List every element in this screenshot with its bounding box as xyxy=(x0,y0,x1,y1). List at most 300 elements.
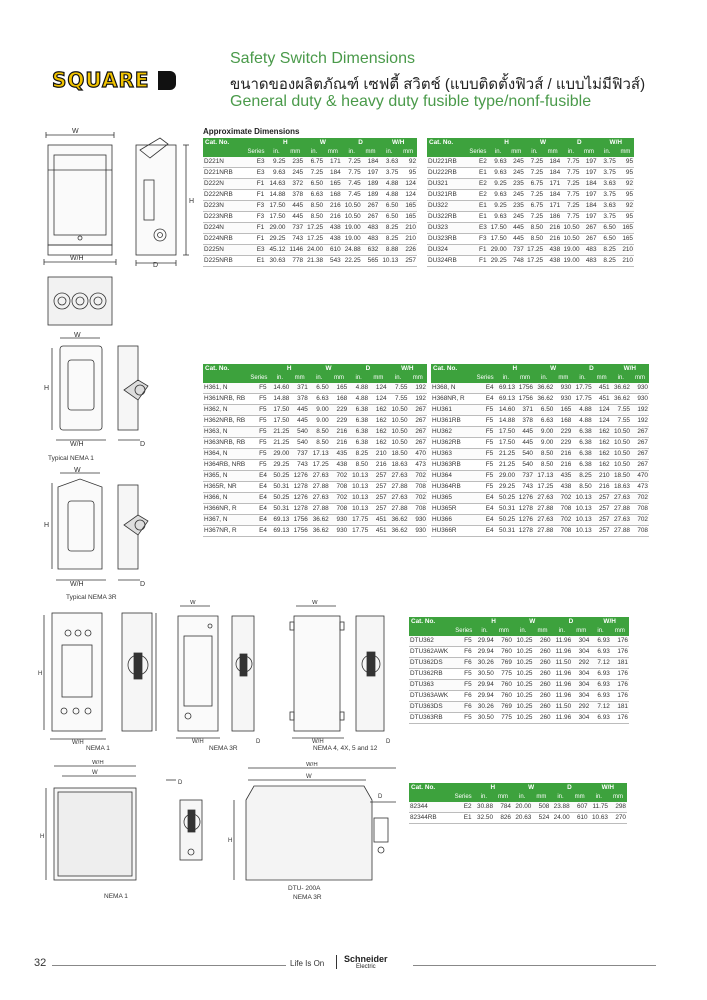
cell-value: 473 xyxy=(409,460,428,471)
table-row xyxy=(427,223,634,234)
cell-value: 10.50 xyxy=(388,405,409,416)
cell-value: 29.25 xyxy=(496,482,516,493)
cell-value: 235 xyxy=(286,157,304,168)
cell-series: F5 xyxy=(257,449,269,460)
table-row xyxy=(203,223,417,234)
cell-value: 445 xyxy=(290,405,308,416)
cell-value: 8.50 xyxy=(534,449,554,460)
cell-value: 11.50 xyxy=(552,702,573,713)
caption-nema4: NEMA 4, 4X, 5 and 12 xyxy=(313,745,378,752)
header-cat-no: Cat. No. xyxy=(409,783,474,793)
cell-value: 11.96 xyxy=(552,680,573,691)
cell-value: 270 xyxy=(609,813,627,824)
cell-series: E3 xyxy=(477,223,488,234)
unit-in: in. xyxy=(561,148,580,157)
header-d: D xyxy=(561,138,597,148)
cell-value: 9.00 xyxy=(309,416,330,427)
cell-value: 27.88 xyxy=(534,504,554,515)
cell-value: 165 xyxy=(324,179,342,190)
cell-series: E1 xyxy=(477,201,488,212)
diagram-dtu-nema4 xyxy=(286,600,401,745)
table-header-row xyxy=(203,138,417,148)
cell-cat-no: H367, N xyxy=(203,515,257,526)
cell-value: 245 xyxy=(286,168,304,179)
cell-value: 708 xyxy=(330,482,348,493)
cell-value: 10.13 xyxy=(572,526,592,537)
cell-value: 8.50 xyxy=(309,427,330,438)
cell-value: 176 xyxy=(611,636,629,647)
cell-value: 7.55 xyxy=(388,383,409,394)
table-row xyxy=(431,504,649,515)
cell-value: 1276 xyxy=(290,471,308,482)
table-d2-series xyxy=(203,138,417,267)
cell-series: E1 xyxy=(255,256,267,267)
unit-mm: mm xyxy=(581,148,598,157)
cell-value: 7.55 xyxy=(611,416,631,427)
cell-value: 372 xyxy=(286,179,304,190)
cell-cat-no: HU364 xyxy=(431,471,484,482)
header-cat-no: Cat. No. xyxy=(427,138,488,148)
cell-value: 10.13 xyxy=(572,493,592,504)
cell-value: 210 xyxy=(617,256,634,267)
cell-series: F1 xyxy=(255,190,267,201)
cell-value: 30.50 xyxy=(474,713,495,724)
cell-series: E4 xyxy=(257,526,269,537)
caption-nema1: NEMA 1 xyxy=(86,745,110,752)
cell-value: 9.63 xyxy=(266,168,286,179)
cell-value: 760 xyxy=(495,691,513,702)
header-cat-no: Cat. No. xyxy=(431,364,496,374)
cell-cat-no: H362, N xyxy=(203,405,257,416)
cell-value: 260 xyxy=(533,669,551,680)
cell-value: 245 xyxy=(508,168,525,179)
cell-value: 14.88 xyxy=(269,394,290,405)
table-row xyxy=(409,713,629,724)
cell-value: 6.63 xyxy=(534,416,554,427)
cell-cat-no: DTU362 xyxy=(409,636,462,647)
table-row xyxy=(203,394,427,405)
cell-value: 304 xyxy=(572,691,590,702)
cell-value: 6.50 xyxy=(598,223,617,234)
cell-value: 607 xyxy=(571,802,589,813)
cell-series: F5 xyxy=(462,636,474,647)
table-row xyxy=(427,234,634,245)
cell-value: 17.25 xyxy=(304,234,324,245)
cell-value: 7.25 xyxy=(525,212,544,223)
table-row xyxy=(203,460,427,471)
cell-value: 7.75 xyxy=(561,190,580,201)
cell-value: 10.50 xyxy=(342,201,362,212)
cell-value: 216 xyxy=(544,234,561,245)
cell-value: 435 xyxy=(330,449,348,460)
unit-mm: mm xyxy=(495,627,513,636)
cell-value: 3.75 xyxy=(598,190,617,201)
cell-value: 8.25 xyxy=(348,449,369,460)
cell-value: 10.50 xyxy=(342,212,362,223)
cell-series: F5 xyxy=(484,427,496,438)
table-row xyxy=(409,658,629,669)
cell-value: 930 xyxy=(554,394,572,405)
footer-separator xyxy=(336,955,337,969)
table-row xyxy=(203,256,417,267)
cell-value: 186 xyxy=(544,212,561,223)
table-row xyxy=(203,427,427,438)
cell-value: 235 xyxy=(508,201,525,212)
cell-value: 197 xyxy=(581,157,598,168)
cell-value: 445 xyxy=(508,223,525,234)
cell-value: 30.26 xyxy=(474,702,495,713)
cell-value: 257 xyxy=(593,493,611,504)
cell-value: 7.55 xyxy=(611,405,631,416)
cell-value: 18.50 xyxy=(611,471,631,482)
svg-text:W/H: W/H xyxy=(306,762,318,768)
table-header-row xyxy=(431,364,649,374)
cell-value: 21.25 xyxy=(269,438,290,449)
cell-value: 176 xyxy=(611,680,629,691)
cell-value: 702 xyxy=(330,493,348,504)
header-d: D xyxy=(348,364,387,374)
cell-cat-no: DU324 xyxy=(427,245,477,256)
cell-value: 171 xyxy=(324,157,342,168)
cell-value: 50.31 xyxy=(496,504,516,515)
cell-value: 257 xyxy=(593,526,611,537)
cell-value: 30.63 xyxy=(266,256,286,267)
header-series: Series xyxy=(203,374,269,383)
cell-cat-no: D224N xyxy=(203,223,255,234)
cell-cat-no: HU364RB xyxy=(431,482,484,493)
cell-value: 438 xyxy=(324,234,342,245)
cell-series: F5 xyxy=(484,438,496,449)
cell-value: 257 xyxy=(369,493,387,504)
diagram-general-duty-switch xyxy=(40,125,200,330)
cell-value: 6.38 xyxy=(572,460,592,471)
cell-value: 19.00 xyxy=(342,234,362,245)
cell-value: 10.25 xyxy=(513,691,534,702)
cell-value: 371 xyxy=(290,383,308,394)
footer-tagline: Life Is On xyxy=(290,959,325,968)
cell-value: 6.50 xyxy=(379,201,399,212)
cell-value: 162 xyxy=(593,438,611,449)
table-row xyxy=(203,471,427,482)
cell-value: 6.93 xyxy=(590,636,611,647)
cell-value: 20.00 xyxy=(512,802,532,813)
page-title: Safety Switch Dimensions xyxy=(230,50,415,67)
svg-text:H: H xyxy=(44,522,50,529)
cell-value: 6.50 xyxy=(309,383,330,394)
cell-value: 826 xyxy=(494,813,512,824)
cell-cat-no: H362NRB, RB xyxy=(203,416,257,427)
cell-value: 29.94 xyxy=(474,647,495,658)
cell-value: 10.25 xyxy=(513,680,534,691)
cell-series: F3 xyxy=(255,212,267,223)
header-w: W xyxy=(513,617,552,627)
unit-mm: mm xyxy=(290,374,308,383)
cell-series: F1 xyxy=(477,256,488,267)
cell-value: 3.63 xyxy=(379,157,399,168)
cell-series: E2 xyxy=(477,190,488,201)
table-row xyxy=(203,526,427,537)
table-header-row xyxy=(409,783,627,793)
cell-value: 760 xyxy=(495,647,513,658)
cell-series: E4 xyxy=(257,482,269,493)
cell-value: 235 xyxy=(508,179,525,190)
cell-value: 632 xyxy=(362,245,380,256)
cell-value: 50.25 xyxy=(269,471,290,482)
cell-value: 216 xyxy=(544,223,561,234)
cell-value: 69.13 xyxy=(269,515,290,526)
unit-mm: mm xyxy=(571,793,589,802)
cell-value: 197 xyxy=(581,168,598,179)
cell-value: 10.13 xyxy=(572,515,592,526)
table-row xyxy=(203,515,427,526)
cell-value: 6.93 xyxy=(590,669,611,680)
cell-value: 930 xyxy=(409,515,428,526)
cell-value: 930 xyxy=(330,526,348,537)
cell-value: 171 xyxy=(544,201,561,212)
cell-value: 9.25 xyxy=(488,179,507,190)
cell-value: 124 xyxy=(369,383,387,394)
unit-mm: mm xyxy=(554,374,572,383)
cell-value: 124 xyxy=(399,190,417,201)
cell-series: F6 xyxy=(462,702,474,713)
cell-value: 8.25 xyxy=(598,256,617,267)
cell-cat-no: HU365 xyxy=(431,493,484,504)
cell-value: 7.75 xyxy=(561,168,580,179)
cell-value: 181 xyxy=(611,702,629,713)
table-row xyxy=(431,515,649,526)
cell-value: 7.12 xyxy=(590,658,611,669)
cell-cat-no: DTU363AWK xyxy=(409,691,462,702)
cell-value: 473 xyxy=(631,482,649,493)
cell-value: 23.88 xyxy=(550,802,570,813)
unit-in: in. xyxy=(598,148,617,157)
svg-text:D: D xyxy=(386,739,391,745)
cell-value: 95 xyxy=(617,168,634,179)
table-row xyxy=(431,394,649,405)
cell-value: 445 xyxy=(286,212,304,223)
cell-cat-no: DTU362DS xyxy=(409,658,462,669)
dim-wh: W/H xyxy=(70,255,84,262)
cell-value: 445 xyxy=(516,438,534,449)
cell-value: 162 xyxy=(593,427,611,438)
cell-value: 92 xyxy=(617,201,634,212)
header-w: W xyxy=(512,783,550,793)
cell-value: 10.13 xyxy=(379,256,399,267)
cell-value: 267 xyxy=(631,438,649,449)
cell-value: 267 xyxy=(581,234,598,245)
cell-series: F1 xyxy=(255,223,267,234)
cell-value: 18.50 xyxy=(388,449,409,460)
cell-value: 743 xyxy=(286,234,304,245)
cell-cat-no: DTU363DS xyxy=(409,702,462,713)
cell-series: E4 xyxy=(257,515,269,526)
cell-value: 438 xyxy=(544,256,561,267)
cell-value: 1756 xyxy=(290,515,308,526)
cell-value: 8.50 xyxy=(304,212,324,223)
cell-value: 19.00 xyxy=(561,256,580,267)
svg-text:W/H: W/H xyxy=(70,581,84,588)
unit-mm: mm xyxy=(617,148,634,157)
cell-value: 10.13 xyxy=(572,504,592,515)
unit-in: in. xyxy=(525,148,544,157)
cell-value: 7.45 xyxy=(342,190,362,201)
cell-value: 4.88 xyxy=(572,416,592,427)
table-row xyxy=(409,813,627,824)
table-row xyxy=(203,201,417,212)
cell-value: 17.50 xyxy=(488,223,507,234)
header-cat-no: Cat. No. xyxy=(409,617,474,627)
table-row xyxy=(203,416,427,427)
cell-value: 304 xyxy=(572,669,590,680)
table-unit-row xyxy=(409,627,629,636)
cell-value: 184 xyxy=(581,201,598,212)
cell-value: 260 xyxy=(533,691,551,702)
cell-value: 769 xyxy=(495,658,513,669)
cell-value: 1756 xyxy=(516,394,534,405)
header-wh: W/H xyxy=(388,364,427,374)
cell-value: 184 xyxy=(362,157,380,168)
cell-value: 292 xyxy=(572,658,590,669)
cell-value: 7.55 xyxy=(388,394,409,405)
cell-value: 378 xyxy=(290,394,308,405)
cell-series: F1 xyxy=(255,234,267,245)
header-series: Series xyxy=(203,148,266,157)
footer-rule-left xyxy=(52,965,286,966)
cell-value: 3.75 xyxy=(598,168,617,179)
cell-cat-no: HU366 xyxy=(431,515,484,526)
cell-value: 748 xyxy=(508,256,525,267)
diagram-dtu-nema1 xyxy=(36,605,166,745)
cell-series: E4 xyxy=(257,471,269,482)
unit-in: in. xyxy=(512,793,532,802)
table-row xyxy=(409,691,629,702)
cell-value: 92 xyxy=(399,157,417,168)
cell-value: 165 xyxy=(617,223,634,234)
cell-series: F3 xyxy=(255,201,267,212)
cell-value: 17.75 xyxy=(348,515,369,526)
cell-value: 229 xyxy=(330,416,348,427)
cell-value: 6.38 xyxy=(348,438,369,449)
cell-cat-no: DU221RB xyxy=(427,157,477,168)
unit-mm: mm xyxy=(494,793,512,802)
cell-value: 10.63 xyxy=(589,813,609,824)
cell-value: 27.88 xyxy=(611,504,631,515)
cell-series: F5 xyxy=(257,438,269,449)
table-row xyxy=(431,405,649,416)
table-row xyxy=(409,680,629,691)
svg-text:W: W xyxy=(190,600,196,606)
cell-value: 162 xyxy=(593,460,611,471)
dim-h: H xyxy=(189,198,195,205)
cell-value: 257 xyxy=(593,515,611,526)
cell-value: 162 xyxy=(369,405,387,416)
table-row xyxy=(431,383,649,394)
cell-series: F6 xyxy=(462,658,474,669)
unit-mm: mm xyxy=(532,793,550,802)
table-row xyxy=(431,493,649,504)
cell-cat-no: DTU362AWK xyxy=(409,647,462,658)
cell-value: 6.75 xyxy=(525,179,544,190)
cell-value: 438 xyxy=(330,460,348,471)
cell-value: 1278 xyxy=(290,482,308,493)
cell-value: 1756 xyxy=(290,526,308,537)
cell-value: 10.25 xyxy=(513,658,534,669)
header-cat-no: Cat. No. xyxy=(203,364,269,374)
unit-mm: mm xyxy=(593,374,611,383)
unit-mm: mm xyxy=(369,374,387,383)
table-row xyxy=(409,669,629,680)
unit-mm: mm xyxy=(533,627,551,636)
unit-in: in. xyxy=(304,148,324,157)
cell-series: E4 xyxy=(484,493,496,504)
cell-cat-no: H361, N xyxy=(203,383,257,394)
cell-series: E2 xyxy=(477,179,488,190)
cell-value: 245 xyxy=(508,212,525,223)
cell-value: 1278 xyxy=(516,526,534,537)
cell-value: 378 xyxy=(286,190,304,201)
cell-value: 27.88 xyxy=(309,482,330,493)
cell-value: 298 xyxy=(609,802,627,813)
cell-value: 438 xyxy=(544,245,561,256)
approx-dimensions-label: Approximate Dimensions xyxy=(203,127,300,136)
cell-value: 216 xyxy=(330,427,348,438)
cell-value: 8.25 xyxy=(379,223,399,234)
cell-value: 1276 xyxy=(516,493,534,504)
table-row xyxy=(427,157,634,168)
cell-value: 192 xyxy=(409,383,428,394)
cell-value: 168 xyxy=(330,394,348,405)
table-row xyxy=(431,438,649,449)
cell-series: F5 xyxy=(257,460,269,471)
cell-value: 743 xyxy=(290,460,308,471)
cell-cat-no: 82344RB xyxy=(409,813,462,824)
cell-value: 483 xyxy=(362,234,380,245)
cell-value: 9.63 xyxy=(488,212,507,223)
cell-value: 192 xyxy=(409,394,428,405)
cell-series: E3 xyxy=(255,245,267,256)
cell-value: 17.50 xyxy=(496,427,516,438)
svg-text:D: D xyxy=(178,780,183,786)
cell-series: E4 xyxy=(484,394,496,405)
cell-value: 267 xyxy=(631,460,649,471)
header-wh: W/H xyxy=(379,138,417,148)
unit-in: in. xyxy=(474,793,494,802)
unit-in: in. xyxy=(379,148,399,157)
cell-series: E2 xyxy=(477,157,488,168)
unit-in: in. xyxy=(269,374,290,383)
cell-value: 6.38 xyxy=(348,405,369,416)
cell-value: 483 xyxy=(581,245,598,256)
header-d: D xyxy=(342,138,380,148)
table-header-row xyxy=(203,364,427,374)
unit-in: in. xyxy=(590,627,611,636)
cell-cat-no: D221NRB xyxy=(203,168,255,179)
table-dtu-series xyxy=(409,617,629,724)
cell-cat-no: D221N xyxy=(203,157,255,168)
cell-value: 4.88 xyxy=(572,405,592,416)
cell-cat-no: H365R, NR xyxy=(203,482,257,493)
svg-text:D: D xyxy=(378,794,383,800)
cell-value: 95 xyxy=(617,212,634,223)
cell-value: 184 xyxy=(544,168,561,179)
cell-value: 189 xyxy=(362,190,380,201)
cell-cat-no: H367NR, R xyxy=(203,526,257,537)
header-wh: W/H xyxy=(590,617,629,627)
cell-value: 19.00 xyxy=(342,223,362,234)
cell-cat-no: DTU363 xyxy=(409,680,462,691)
cell-value: 7.75 xyxy=(561,157,580,168)
unit-in: in. xyxy=(496,374,516,383)
